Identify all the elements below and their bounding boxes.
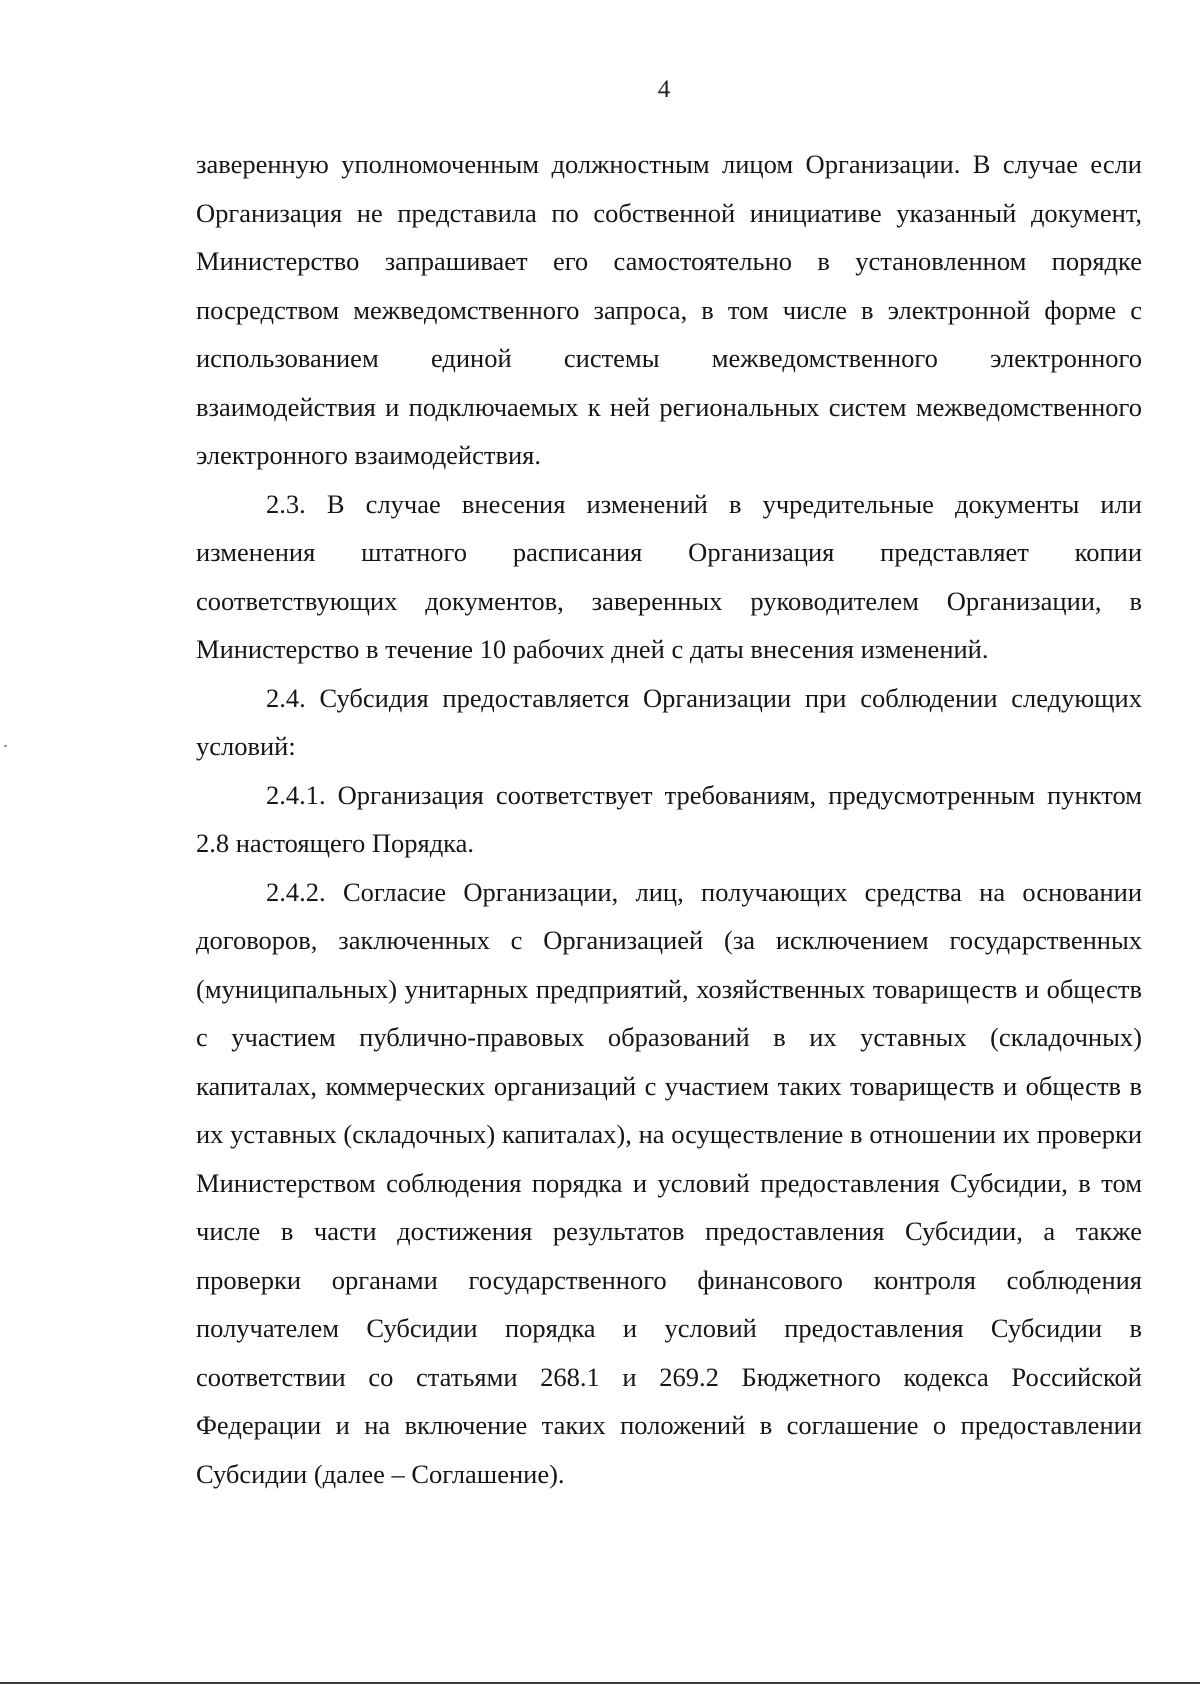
paragraph-2-4: 2.4. Субсидия предоставляется Организации при соблюдении следующих условий: xyxy=(196,682,1142,761)
page-number: 4 xyxy=(657,76,671,103)
paragraph-2-3: 2.3. В случае внесения изменений в учредительные документы или изменения штатного расписания Организация представляет копии соответствующих документов, заверенных руководителем Организации, в Министерство в течение 10 рабочих дней с даты внесения изменений. xyxy=(196,488,1142,664)
paragraph-2-4-2: 2.4.2. Согласие Организации, лиц, получающих средства на основании договоров, заключенных с Организацией (за исключением государственных (муниципальных) унитарных предприятий, хозяйственных товариществ и обществ с участием публично-правовых образований в их уставных (складочных) капиталах, коммерческих организаций с участием таких товариществ и обществ в их уставных (складочных) капиталах), на осуществление в отношении их проверки Министерством соблюдения порядка и условий предоставления Субсидии, в том числе в части достижения результатов предоставления Субсидии, а также проверки органами государственного финансового контроля соблюдения получателем Субсидии порядка и условий предоставления Субсидии в соответствии со статьями 268.1 и 269.2 Бюджетного кодекса Российской Федерации и на включение таких положений в соглашение о предоставлении Субсидии (далее – Соглашение). xyxy=(196,876,1142,1489)
document-body xyxy=(196,140,1142,1498)
paragraph-2-4-1: 2.4.1. Организация соответствует требованиям, предусмотренным пунктом 2.8 настоящего Порядка. xyxy=(196,779,1142,858)
paragraph-continuation: заверенную уполномоченным должностным лицом Организации. В случае если Организация не представила по собственной инициативе указанный документ, Министерство запрашивает его самостоятельно в установленном порядке посредством межведомственного запроса, в том числе в электронной форме с использованием единой системы межведомственного электронного взаимодействия и подключаемых к ней региональных систем межведомственного электронного взаимодействия. xyxy=(196,149,1142,470)
scan-bottom-edge xyxy=(0,1682,1200,1684)
scan-margin-mark xyxy=(4,745,7,747)
